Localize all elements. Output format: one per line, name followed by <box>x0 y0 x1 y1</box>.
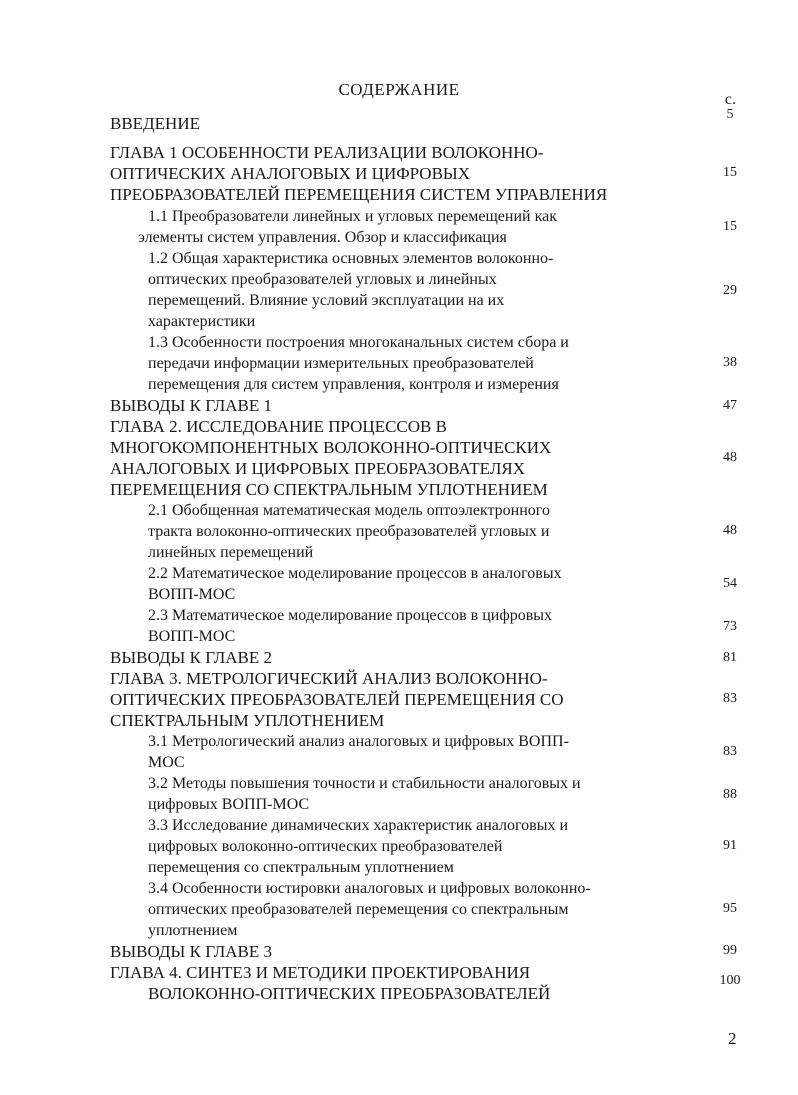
toc-entry-page-number: 38 <box>723 355 737 370</box>
toc-entry-page-number: 15 <box>723 165 737 180</box>
toc-entry-text-line: ВЫВОДЫ К ГЛАВЕ 1 <box>110 396 273 415</box>
toc-entry-text-line: перемещения для систем управления, контроля и измерения <box>148 376 559 393</box>
toc-entry-text-line: 3.1 Метрологический анализ аналоговых и цифровых ВОПП- <box>148 733 569 750</box>
toc-entry-page-number: 54 <box>723 576 737 591</box>
toc-entry-text-line: оптических преобразователей угловых и линейных <box>148 271 497 288</box>
toc-entry-text-line: ОПТИЧЕСКИХ ПРЕОБРАЗОВАТЕЛЕЙ ПЕРЕМЕЩЕНИЯ СО <box>110 690 564 709</box>
toc-entry-text-line: ОПТИЧЕСКИХ АНАЛОГОВЫХ И ЦИФРОВЫХ <box>110 164 471 183</box>
toc-entry-text-line: линейных перемещений <box>148 544 314 561</box>
toc-entry-text-line: перемещений. Влияние условий эксплуатации на их <box>148 292 505 309</box>
toc-entry-text-line: цифровых ВОПП-МОС <box>148 796 310 813</box>
toc-entry-page-number: 73 <box>723 619 737 634</box>
toc-entry-text-line: передачи информации измерительных преобразователей <box>148 355 534 372</box>
toc-entry-page-number: 48 <box>723 450 737 465</box>
toc-entry-page-number: 48 <box>723 523 737 538</box>
toc-entry-text-line: ВОПП-МОС <box>148 628 236 645</box>
toc-entry-page-number: 15 <box>723 219 737 234</box>
toc-entry-text-line: МНОГОКОМПОНЕНТНЫХ ВОЛОКОННО-ОПТИЧЕСКИХ <box>110 438 552 457</box>
toc-entry-page-number: 81 <box>723 650 737 665</box>
toc-entry-page-number: 29 <box>723 283 737 298</box>
toc-entry-page-number: 83 <box>723 691 737 706</box>
toc-entry-text-line: ВОПП-МОС <box>148 586 236 603</box>
page-column-header: с. <box>724 91 736 108</box>
toc-entry-text-line: СПЕКТРАЛЬНЫМ УПЛОТНЕНИЕМ <box>110 711 385 730</box>
toc-entry-page-number: 5 <box>726 107 734 122</box>
toc-entry-text-line: ВВЕДЕНИЕ <box>110 114 200 133</box>
toc-entry-text-line: оптических преобразователей перемещения со спектральным <box>148 901 569 918</box>
toc-entry-text-line: ГЛАВА 4. СИНТЕЗ И МЕТОДИКИ ПРОЕКТИРОВАНИЯ <box>110 963 531 982</box>
toc-entry-page-number: 47 <box>723 398 737 413</box>
toc-entry-text-line: ГЛАВА 2. ИССЛЕДОВАНИЕ ПРОЦЕССОВ В <box>110 417 447 436</box>
toc-entry-text-line: АНАЛОГОВЫХ И ЦИФРОВЫХ ПРЕОБРАЗОВАТЕЛЯХ <box>110 459 525 478</box>
toc-entry-text-line: 3.4 Особенности юстировки аналоговых и цифровых волоконно- <box>148 880 591 897</box>
toc-entry-text-line: 1.3 Особенности построения многоканальных систем сбора и <box>148 334 569 351</box>
toc-entry-text-line: 2.2 Математическое моделирование процессов в аналоговых <box>148 565 562 582</box>
toc-entry-text-line: ПРЕОБРАЗОВАТЕЛЕЙ ПЕРЕМЕЩЕНИЯ СИСТЕМ УПРАВЛЕНИЯ <box>110 185 608 204</box>
toc-entry-page-number: 100 <box>719 973 741 988</box>
toc-entry-page-number: 95 <box>723 901 737 916</box>
toc-entry-text-line: 1.1 Преобразователи линейных и угловых перемещений как <box>148 208 557 225</box>
toc-entry-page-number: 88 <box>723 787 737 802</box>
toc-entry-text-line: ВЫВОДЫ К ГЛАВЕ 3 <box>110 942 273 961</box>
toc-entry-text-line: 2.3 Математическое моделирование процессов в цифровых <box>148 607 553 624</box>
toc-entry-text-line: 1.2 Общая характеристика основных элементов волоконно- <box>148 250 554 267</box>
toc-entry-text-line: уплотнением <box>148 922 238 939</box>
toc-entry-page-number: 91 <box>723 838 737 853</box>
toc-entry-text-line: элементы систем управления. Обзор и классификация <box>138 229 507 246</box>
toc-entry-text-line: МОС <box>148 754 185 771</box>
toc-entry-page-number: 83 <box>723 744 737 759</box>
toc-entry-text-line: перемещения со спектральным уплотнением <box>148 859 454 876</box>
toc-entry-text-line: ГЛАВА 3. МЕТРОЛОГИЧЕСКИЙ АНАЛИЗ ВОЛОКОННО- <box>110 669 548 688</box>
toc-entry-text-line: тракта волоконно-оптических преобразователей угловых и <box>148 523 550 540</box>
toc-title: СОДЕРЖАНИЕ <box>338 80 460 99</box>
toc-entry-text-line: характеристики <box>148 313 256 330</box>
toc-entry-text-line: ГЛАВА 1 ОСОБЕННОСТИ РЕАЛИЗАЦИИ ВОЛОКОННО- <box>110 143 544 162</box>
toc-entry-text-line: ВОЛОКОННО-ОПТИЧЕСКИХ ПРЕОБРАЗОВАТЕЛЕЙ <box>148 984 551 1003</box>
toc-entry-text-line: 3.2 Методы повышения точности и стабильности аналоговых и <box>148 775 581 792</box>
toc-entry-text-line: 3.3 Исследование динамических характеристик аналоговых и <box>148 817 569 834</box>
page-number: 2 <box>728 1029 737 1048</box>
toc-entry-text-line: 2.1 Обобщенная математическая модель оптоэлектронного <box>148 502 550 519</box>
toc-entry-page-number: 99 <box>723 943 737 958</box>
toc-entry-text-line: цифровых волоконно-оптических преобразователей <box>148 838 503 855</box>
toc-entry-text-line: ПЕРЕМЕЩЕНИЯ СО СПЕКТРАЛЬНЫМ УПЛОТНЕНИЕМ <box>110 480 548 499</box>
toc-entry-text-line: ВЫВОДЫ К ГЛАВЕ 2 <box>110 648 273 667</box>
